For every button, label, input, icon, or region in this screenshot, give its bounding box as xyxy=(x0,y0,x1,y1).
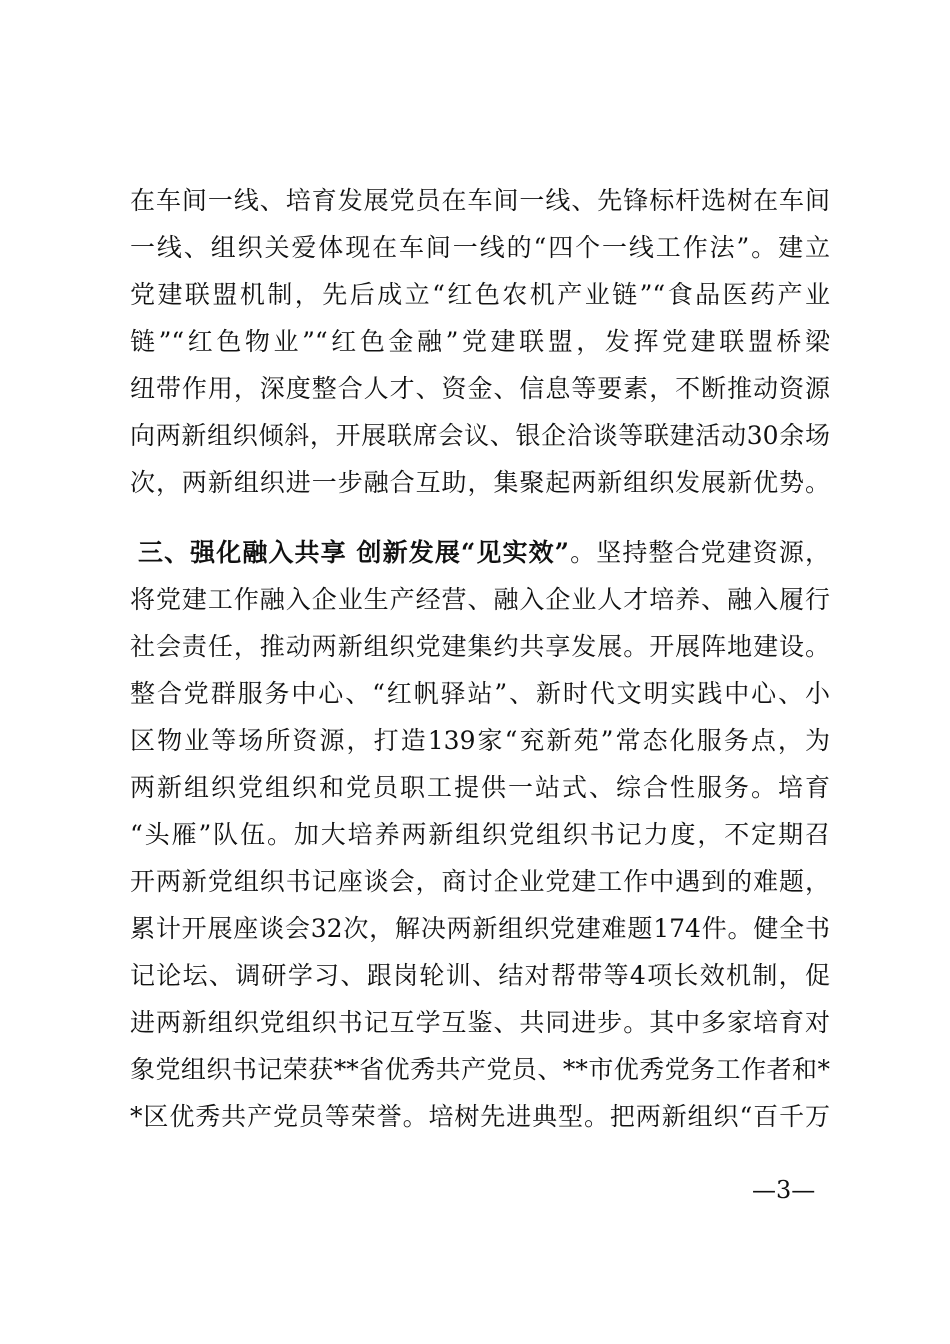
text-line xyxy=(130,576,830,623)
text-line-content: 链”“红色物业”“红色金融”党建联盟，发挥党建联盟桥梁 xyxy=(130,327,830,356)
section-heading: 三、强化融入共享 创新发展“见实效” xyxy=(138,538,570,567)
text-line xyxy=(130,1093,830,1140)
text-line-content: 开两新党组织书记座谈会，商讨企业党建工作中遇到的难题， xyxy=(130,867,830,896)
text-line-content: 将党建工作融入企业生产经营、融入企业人才培养、融入履行 xyxy=(130,585,830,614)
text-line-content: 记论坛、调研学习、跟岗轮训、结对帮带等4项长效机制，促 xyxy=(130,961,830,990)
text-line xyxy=(130,623,830,670)
text-line xyxy=(130,1046,830,1093)
text-line xyxy=(130,459,830,506)
text-line xyxy=(130,999,830,1046)
text-line-content: 次，两新组织进一步融合互助，集聚起两新组织发展新优势。 xyxy=(130,468,830,497)
text-line-content: 党建联盟机制，先后成立“红色农机产业链”“食品医药产业 xyxy=(130,280,830,309)
text-line-content: 整合党群服务中心、“红帆驿站”、新时代文明实践中心、小 xyxy=(130,679,830,708)
text-line xyxy=(130,318,830,365)
text-line xyxy=(130,764,830,811)
text-line-content: *区优秀共产党员等荣誉。培树先进典型。把两新组织“百千万 xyxy=(130,1102,830,1131)
text-line xyxy=(130,365,830,412)
text-line xyxy=(130,811,830,858)
text-line-content: 两新组织党组织和党员职工提供一站式、综合性服务。培育 xyxy=(130,773,830,802)
text-line-content: 在车间一线、培育发展党员在车间一线、先锋标杆选树在车间 xyxy=(130,186,830,215)
paragraph-2 xyxy=(130,529,830,1140)
paragraph-1 xyxy=(130,177,830,506)
text-line-content: 区物业等场所资源，打造139家“兖新苑”常态化服务点，为 xyxy=(130,726,830,755)
text-line xyxy=(130,271,830,318)
text-line-content: 纽带作用，深度整合人才、资金、信息等要素，不断推动资源 xyxy=(130,374,830,403)
heading-continuation: 。坚持整合党建资源， xyxy=(569,538,830,567)
text-line-content: 累计开展座谈会32次，解决两新组织党建难题174件。健全书 xyxy=(130,914,830,943)
text-line-content: 进两新组织党组织书记互学互鉴、共同进步。其中多家培育对 xyxy=(130,1008,830,1037)
text-line-content: 象党组织书记荣获**省优秀共产党员、**市优秀党务工作者和* xyxy=(130,1055,830,1084)
text-line xyxy=(130,224,830,271)
text-line-content: 一线、组织关爱体现在车间一线的“四个一线工作法”。建立 xyxy=(130,233,830,262)
section-heading-line xyxy=(130,529,830,576)
text-line xyxy=(130,412,830,459)
text-line xyxy=(130,858,830,905)
text-line xyxy=(130,670,830,717)
text-line xyxy=(130,905,830,952)
text-line-content: “头雁”队伍。加大培养两新组织党组织书记力度，不定期召 xyxy=(130,820,830,849)
text-line-content: 社会责任，推动两新组织党建集约共享发展。开展阵地建设。 xyxy=(130,632,830,661)
text-line xyxy=(130,717,830,764)
text-line-content: 向两新组织倾斜，开展联席会议、银企洽谈等联建活动30余场 xyxy=(130,421,830,450)
text-line xyxy=(130,177,830,224)
page-number: —3— xyxy=(752,1176,816,1204)
text-line xyxy=(130,952,830,999)
